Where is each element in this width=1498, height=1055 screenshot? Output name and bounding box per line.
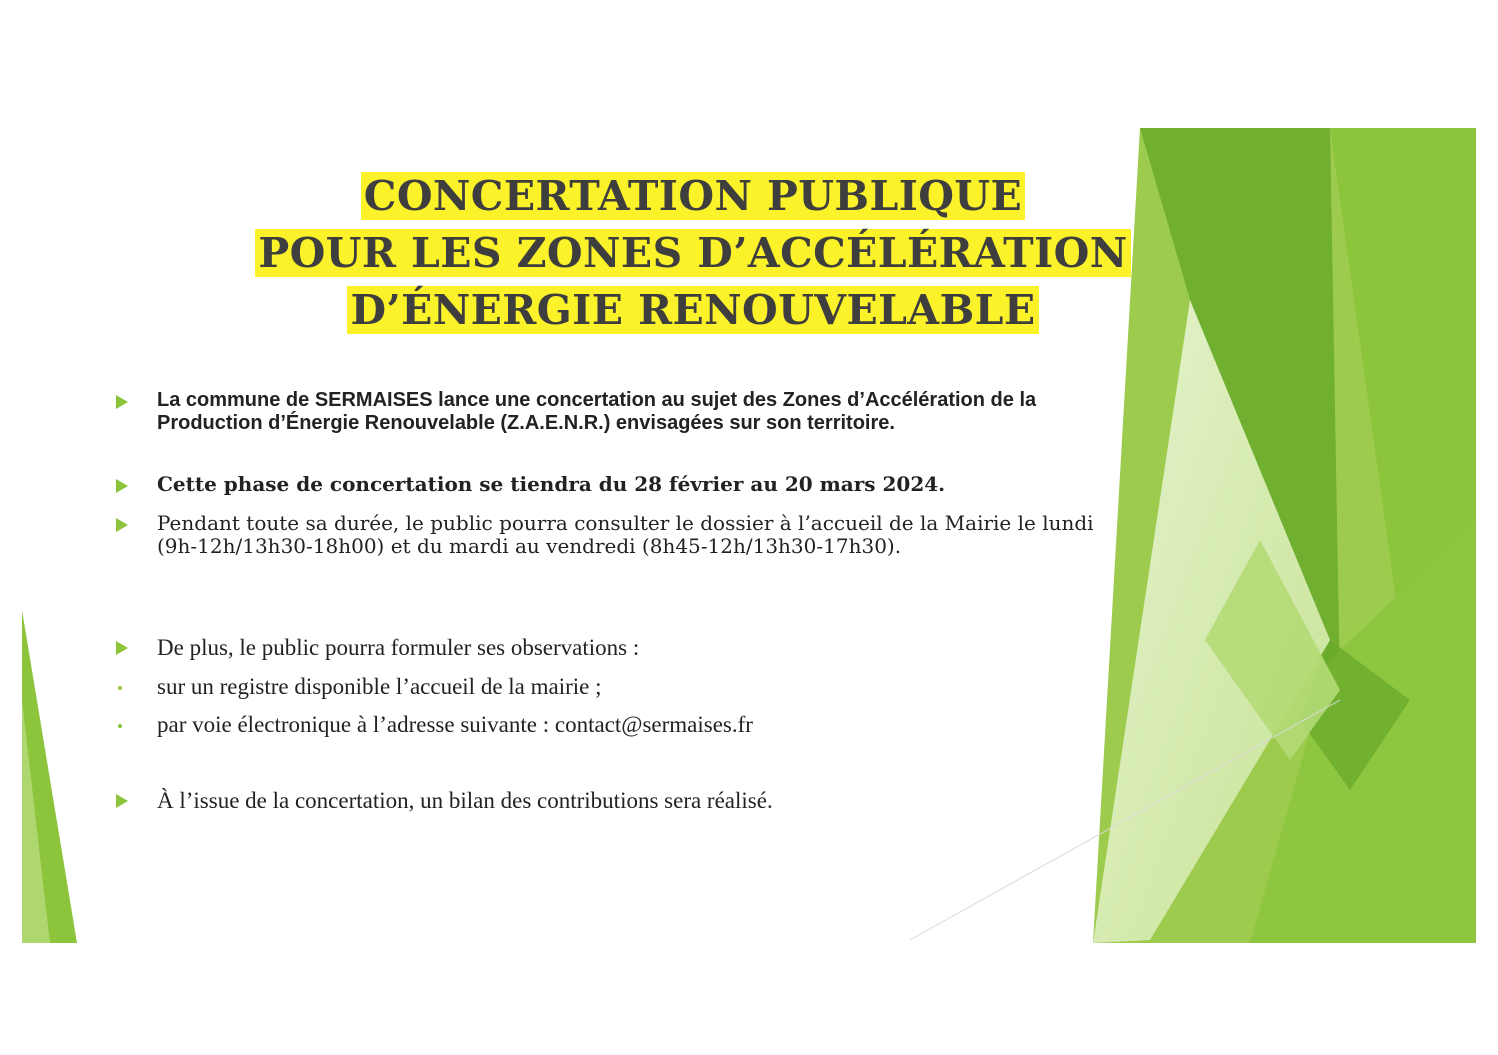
bullet-text-registre: sur un registre disponible l’accueil de la mairie ; [157, 674, 602, 699]
list-item [116, 674, 1096, 699]
title-line-2-text: POUR LES ZONES D’ACCÉLÉRATION [255, 229, 1130, 277]
bullet-text-email: par voie électronique à l’adresse suivante : contact@sermaises.fr [157, 712, 753, 737]
bullet-text-bilan: À l’issue de la concertation, un bilan des contributions sera réalisé. [157, 788, 773, 813]
title-line-1-text: CONCERTATION PUBLIQUE [361, 172, 1025, 220]
page-title [0, 168, 1386, 339]
triangle-bullet-icon [116, 794, 128, 808]
bullet-text-dates: Cette phase de concertation se tiendra du 28 février au 20 mars 2024. [157, 472, 946, 496]
bullet-text-hours: Pendant toute sa durée, le public pourra consulter le dossier à l’accueil de la Mairie le lundi (9h-12h/13h30-18h00) et du mardi au vendredi (8h45-12h/13h30-17h30). [157, 511, 1094, 558]
title-line-3-text: D’ÉNERGIE RENOUVELABLE [347, 286, 1038, 334]
bullet-text-observations: De plus, le public pourra formuler ses observations : [157, 635, 640, 660]
triangle-bullet-icon [116, 479, 128, 493]
title-line-2 [0, 225, 1386, 282]
title-line-1 [0, 168, 1386, 225]
dot-bullet-icon [118, 686, 122, 690]
list-item [116, 712, 1096, 737]
triangle-bullet-icon [116, 395, 128, 409]
bullet-text-commune: La commune de SERMAISES lance une concertation au sujet des Zones d’Accélération de la Production d’Énergie Renouvelable (Z.A.E.N.R.) envisagées sur son territoire. [157, 389, 1037, 434]
list-item [116, 788, 1096, 813]
list-item [116, 473, 1096, 496]
triangle-bullet-icon [116, 518, 128, 532]
list-item [116, 512, 1096, 558]
dot-bullet-icon [118, 724, 122, 728]
list-item [116, 389, 1096, 435]
list-item [116, 635, 1096, 660]
title-line-3 [0, 282, 1386, 339]
triangle-bullet-icon [116, 641, 128, 655]
